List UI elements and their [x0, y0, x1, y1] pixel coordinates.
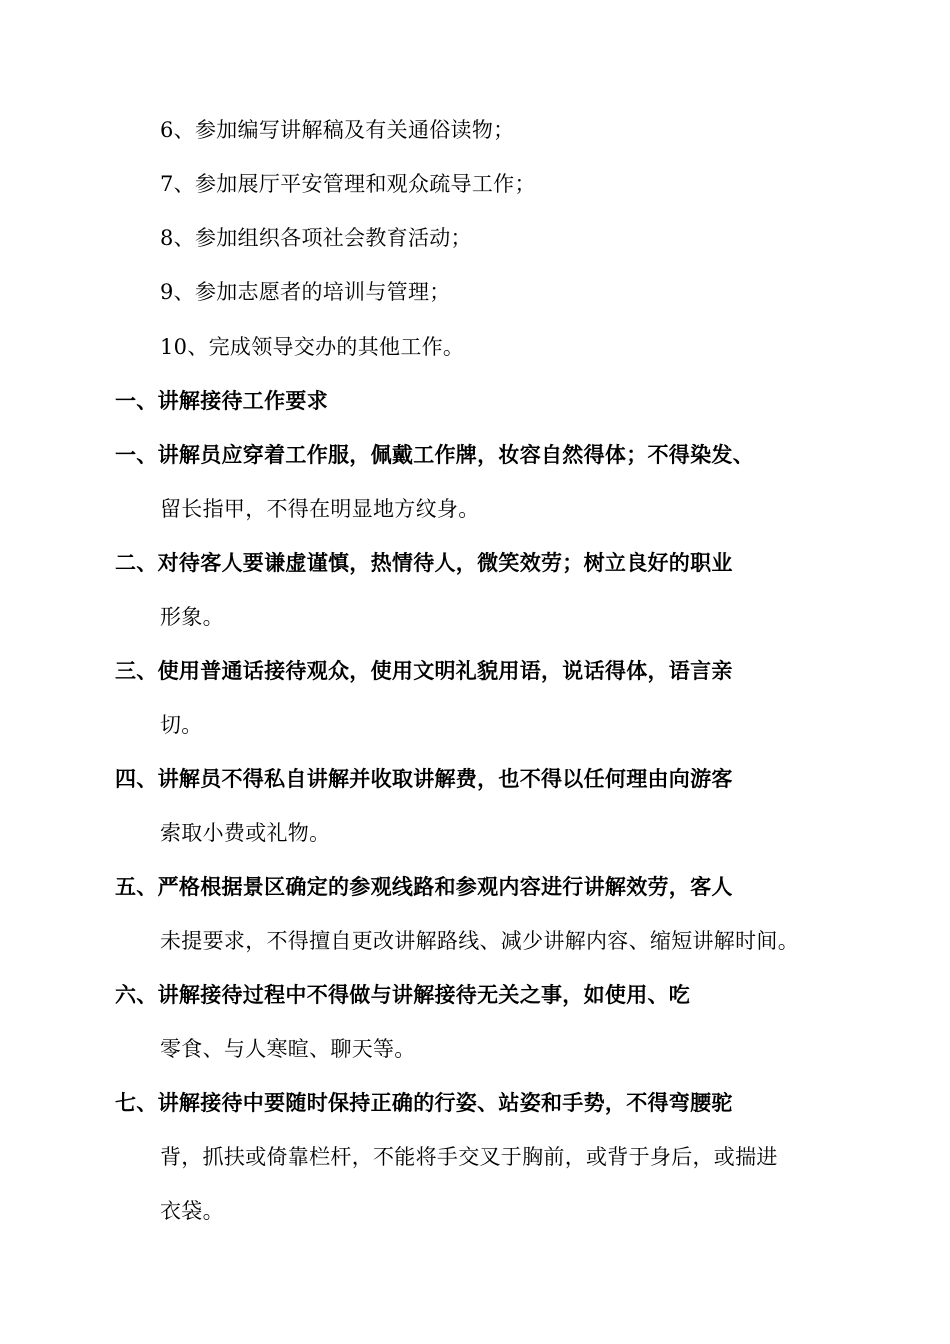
duty-item-9: 9、参加志愿者的培训与管理； [160, 280, 451, 304]
requirement-3-head: 三、使用普通话接待观众，使用文明礼貌用语，说话得体，语言亲 [115, 658, 733, 683]
requirement-3-cont: 切。 [160, 713, 203, 737]
requirement-7-cont-1: 背，抓扶或倚靠栏杆，不能将手交叉于胸前，或背于身后，或揣进 [160, 1145, 778, 1169]
requirement-7-head: 七、讲解接待中要随时保持正确的行姿、站姿和手势，不得弯腰驼 [115, 1090, 733, 1115]
requirement-5-cont: 未提要求，不得擅自更改讲解路线、减少讲解内容、缩短讲解时间。 [160, 929, 799, 953]
duty-item-7: 7、参加展厅平安管理和观众疏导工作； [160, 172, 536, 196]
requirement-6-cont: 零食、与人寒暄、聊天等。 [160, 1037, 416, 1061]
duty-item-10: 10、完成领导交办的其他工作。 [160, 335, 465, 359]
duty-item-8: 8、参加组织各项社会教育活动； [160, 226, 472, 250]
requirement-6-head: 六、讲解接待过程中不得做与讲解接待无关之事，如使用、吃 [115, 982, 691, 1007]
requirement-1-head: 一、讲解员应穿着工作服，佩戴工作牌，妆容自然得体；不得染发、 [115, 442, 754, 467]
requirement-5-head: 五、严格根据景区确定的参观线路和参观内容进行讲解效劳，客人 [115, 874, 733, 899]
requirement-7-cont-2: 衣袋。 [160, 1199, 224, 1223]
requirement-2-cont: 形象。 [160, 605, 224, 629]
requirement-1-cont: 留长指甲，不得在明显地方纹身。 [160, 497, 480, 521]
requirement-4-head: 四、讲解员不得私自讲解并收取讲解费，也不得以任何理由向游客 [115, 766, 733, 791]
requirement-4-cont: 索取小费或礼物。 [160, 821, 331, 845]
section-title: 一、讲解接待工作要求 [115, 388, 328, 413]
duty-item-6: 6、参加编写讲解稿及有关通俗读物； [160, 118, 515, 142]
requirement-2-head: 二、对待客人要谦虚谨慎，热情待人，微笑效劳；树立良好的职业 [115, 550, 733, 575]
